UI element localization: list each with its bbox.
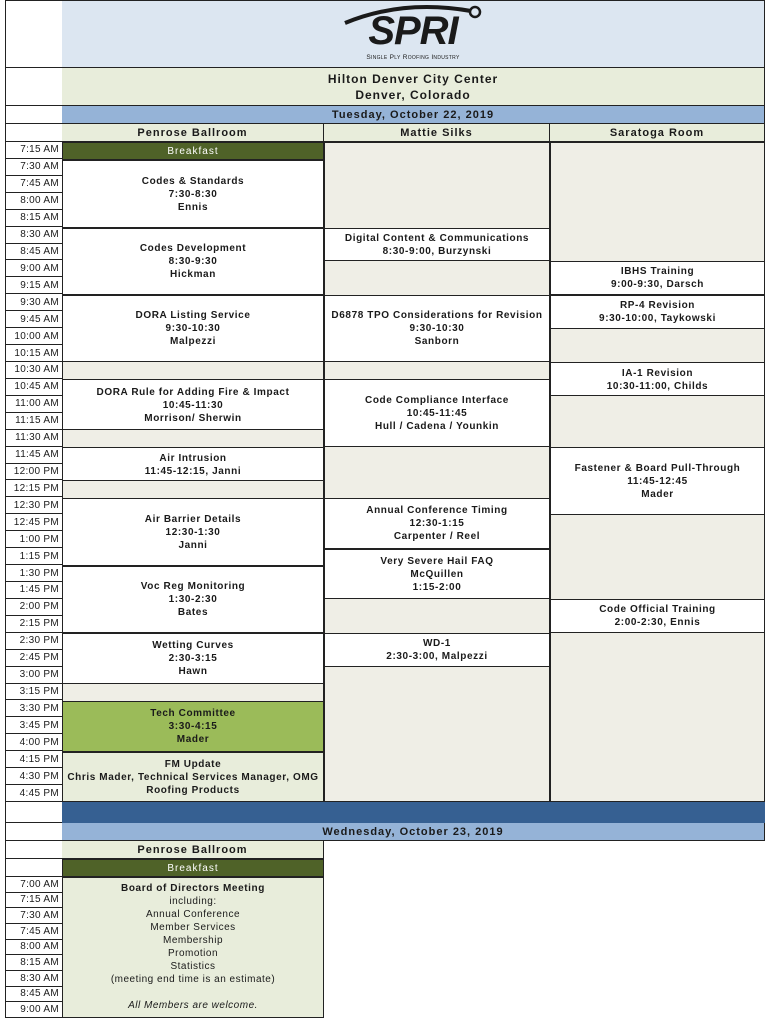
saratoga-session-code-official: Code Official Training 2:00-2:30, Ennis — [550, 599, 765, 633]
time-slot-label: 4:30 PM — [5, 768, 63, 785]
venue-spacer — [5, 68, 63, 106]
venue-line-2: Denver, Colorado — [355, 87, 471, 102]
saratoga-session-ia1: IA-1 Revision 10:30-11:00, Childs — [550, 362, 765, 396]
time-slot-label: 9:00 AM — [5, 1002, 63, 1018]
penrose-session-fm-update: FM Update Chris Mader, Technical Services Manager, OMG Roofing Products — [62, 752, 324, 802]
time-slot-label: 10:30 AM — [5, 362, 63, 379]
mattie-session-code-compliance: Code Compliance Interface 10:45-11:45 Hull / Cadena / Younkin — [324, 379, 550, 447]
time-slot-label: 2:15 PM — [5, 616, 63, 633]
time-slot-label: 11:15 AM — [5, 413, 63, 430]
day2-date-spacer — [5, 823, 63, 841]
time-slot-label: 10:45 AM — [5, 379, 63, 396]
board-meeting-line: Promotion — [167, 948, 219, 959]
time-slot-label: 1:30 PM — [5, 565, 63, 582]
time-slot-label: 7:30 AM — [5, 908, 63, 924]
board-meeting-line: including: — [169, 896, 217, 907]
day2-room-spacer — [5, 841, 63, 859]
time-slot-label: 7:45 AM — [5, 176, 63, 193]
date-spacer — [5, 106, 63, 124]
room-header-penrose: Penrose Ballroom — [62, 124, 324, 142]
separator-spacer — [5, 802, 63, 823]
time-slot-label: 8:45 AM — [5, 987, 63, 1003]
room-header-saratoga: Saratoga Room — [550, 124, 765, 142]
board-meeting-line: (meeting end time is an estimate) — [110, 974, 276, 985]
time-slot-label: 12:45 PM — [5, 514, 63, 531]
time-slot-label: 8:00 AM — [5, 940, 63, 956]
time-slot-label: 8:15 AM — [5, 955, 63, 971]
time-slot-label: 9:00 AM — [5, 260, 63, 277]
time-slot-label: 11:30 AM — [5, 430, 63, 447]
logo-wordmark: SPRI — [368, 9, 458, 53]
time-slot-label: 7:15 AM — [5, 893, 63, 909]
venue-line-1: Hilton Denver City Center — [327, 71, 499, 86]
board-meeting-title: Board of Directors Meeting — [121, 883, 265, 894]
penrose-session-breakfast: Breakfast — [62, 142, 324, 160]
venue-block — [62, 68, 765, 106]
time-slot-label: 10:15 AM — [5, 345, 63, 362]
time-slot-label: 1:00 PM — [5, 531, 63, 548]
board-meeting-note: All Members are welcome. — [128, 1000, 258, 1011]
time-slot-label: 9:45 AM — [5, 311, 63, 328]
time-slot-label: 2:00 PM — [5, 599, 63, 616]
board-meeting-line: Statistics — [170, 961, 216, 972]
time-slot-label: 4:45 PM — [5, 785, 63, 802]
mattie-session-hail-faq: Very Severe Hail FAQ McQuillen 1:15-2:00 — [324, 549, 550, 599]
room-header-mattie-silks: Mattie Silks — [324, 124, 550, 142]
time-slot-label: 3:45 PM — [5, 717, 63, 734]
header-spacer — [5, 0, 63, 68]
day2-date: Wednesday, October 23, 2019 — [62, 823, 765, 841]
time-slot-label: 8:30 AM — [5, 971, 63, 987]
penrose-session-codes-standards: Codes & Standards 7:30-8:30 Ennis — [62, 160, 324, 228]
time-slot-label: 8:15 AM — [5, 210, 63, 227]
time-slot-label: 2:30 PM — [5, 633, 63, 650]
mattie-session-d6878-tpo: D6878 TPO Considerations for Revision 9:30-10:30 Sanborn — [324, 295, 550, 362]
time-slot-label: 8:30 AM — [5, 227, 63, 244]
penrose-session-tech-committee: Tech Committee 3:30-4:15 Mader — [62, 701, 324, 752]
mattie-session-annual-conference: Annual Conference Timing 12:30-1:15 Carpenter / Reel — [324, 498, 550, 549]
penrose-session-dora-rule: DORA Rule for Adding Fire & Impact 10:45-11:30 Morrison/ Sherwin — [62, 379, 324, 430]
time-slot-label: 7:30 AM — [5, 159, 63, 176]
penrose-session-air-barrier: Air Barrier Details 12:30-1:30 Janni — [62, 498, 324, 566]
time-slot-label: 12:30 PM — [5, 497, 63, 514]
board-meeting-line: Membership — [162, 935, 224, 946]
day2-session-board-meeting — [62, 877, 324, 1018]
saratoga-session-ibhs: IBHS Training 9:00-9:30, Darsch — [550, 261, 765, 295]
time-slot-label: 7:15 AM — [5, 142, 63, 159]
room-spacer — [5, 124, 63, 142]
saratoga-session-rp4: RP-4 Revision 9:30-10:00, Taykowski — [550, 295, 765, 329]
day2-breakfast-spacer — [5, 859, 63, 877]
time-slot-label: 4:00 PM — [5, 734, 63, 751]
time-slot-label: 11:45 AM — [5, 447, 63, 464]
time-slot-label: 7:00 AM — [5, 877, 63, 893]
board-meeting-line: Member Services — [150, 922, 236, 933]
penrose-session-voc-reg: Voc Reg Monitoring 1:30-2:30 Bates — [62, 566, 324, 633]
spri-logo — [333, 3, 493, 65]
board-meeting-line: Annual Conference — [145, 909, 241, 920]
penrose-session-dora-listing: DORA Listing Service 9:30-10:30 Malpezzi — [62, 295, 324, 362]
time-slot-label: 2:45 PM — [5, 650, 63, 667]
time-slot-label: 8:00 AM — [5, 193, 63, 210]
day2-room-header-penrose: Penrose Ballroom — [62, 841, 324, 859]
mattie-session-wd1: WD-1 2:30-3:00, Malpezzi — [324, 633, 550, 667]
time-slot-label: 3:00 PM — [5, 667, 63, 684]
day1-date: Tuesday, October 22, 2019 — [62, 106, 765, 124]
penrose-session-codes-development: Codes Development 8:30-9:30 Hickman — [62, 228, 324, 295]
saratoga-session-fastener: Fastener & Board Pull-Through 11:45-12:45 Mader — [550, 447, 765, 515]
time-slot-label: 9:15 AM — [5, 277, 63, 294]
time-slot-label: 7:45 AM — [5, 924, 63, 940]
time-slot-label: 3:30 PM — [5, 700, 63, 717]
logo-tagline: Single Ply Roofing Industry — [366, 54, 460, 61]
time-slot-label: 1:45 PM — [5, 582, 63, 599]
time-slot-label: 3:15 PM — [5, 684, 63, 701]
time-slot-label: 8:45 AM — [5, 244, 63, 261]
logo-band — [62, 0, 765, 68]
day2-session-breakfast: Breakfast — [62, 859, 324, 877]
penrose-session-air-intrusion: Air Intrusion 11:45-12:15, Janni — [62, 447, 324, 481]
mattie-session-digital-content: Digital Content & Communications 8:30-9:00, Burzynski — [324, 228, 550, 261]
time-slot-label: 4:15 PM — [5, 751, 63, 768]
time-slot-label: 12:15 PM — [5, 480, 63, 497]
time-slot-label: 11:00 AM — [5, 396, 63, 413]
penrose-session-wetting-curves: Wetting Curves 2:30-3:15 Hawn — [62, 633, 324, 684]
time-slot-label: 12:00 PM — [5, 464, 63, 481]
time-slot-label: 1:15 PM — [5, 548, 63, 565]
time-slot-label: 9:30 AM — [5, 294, 63, 311]
time-slot-label: 10:00 AM — [5, 328, 63, 345]
day-separator-bar — [62, 802, 765, 823]
